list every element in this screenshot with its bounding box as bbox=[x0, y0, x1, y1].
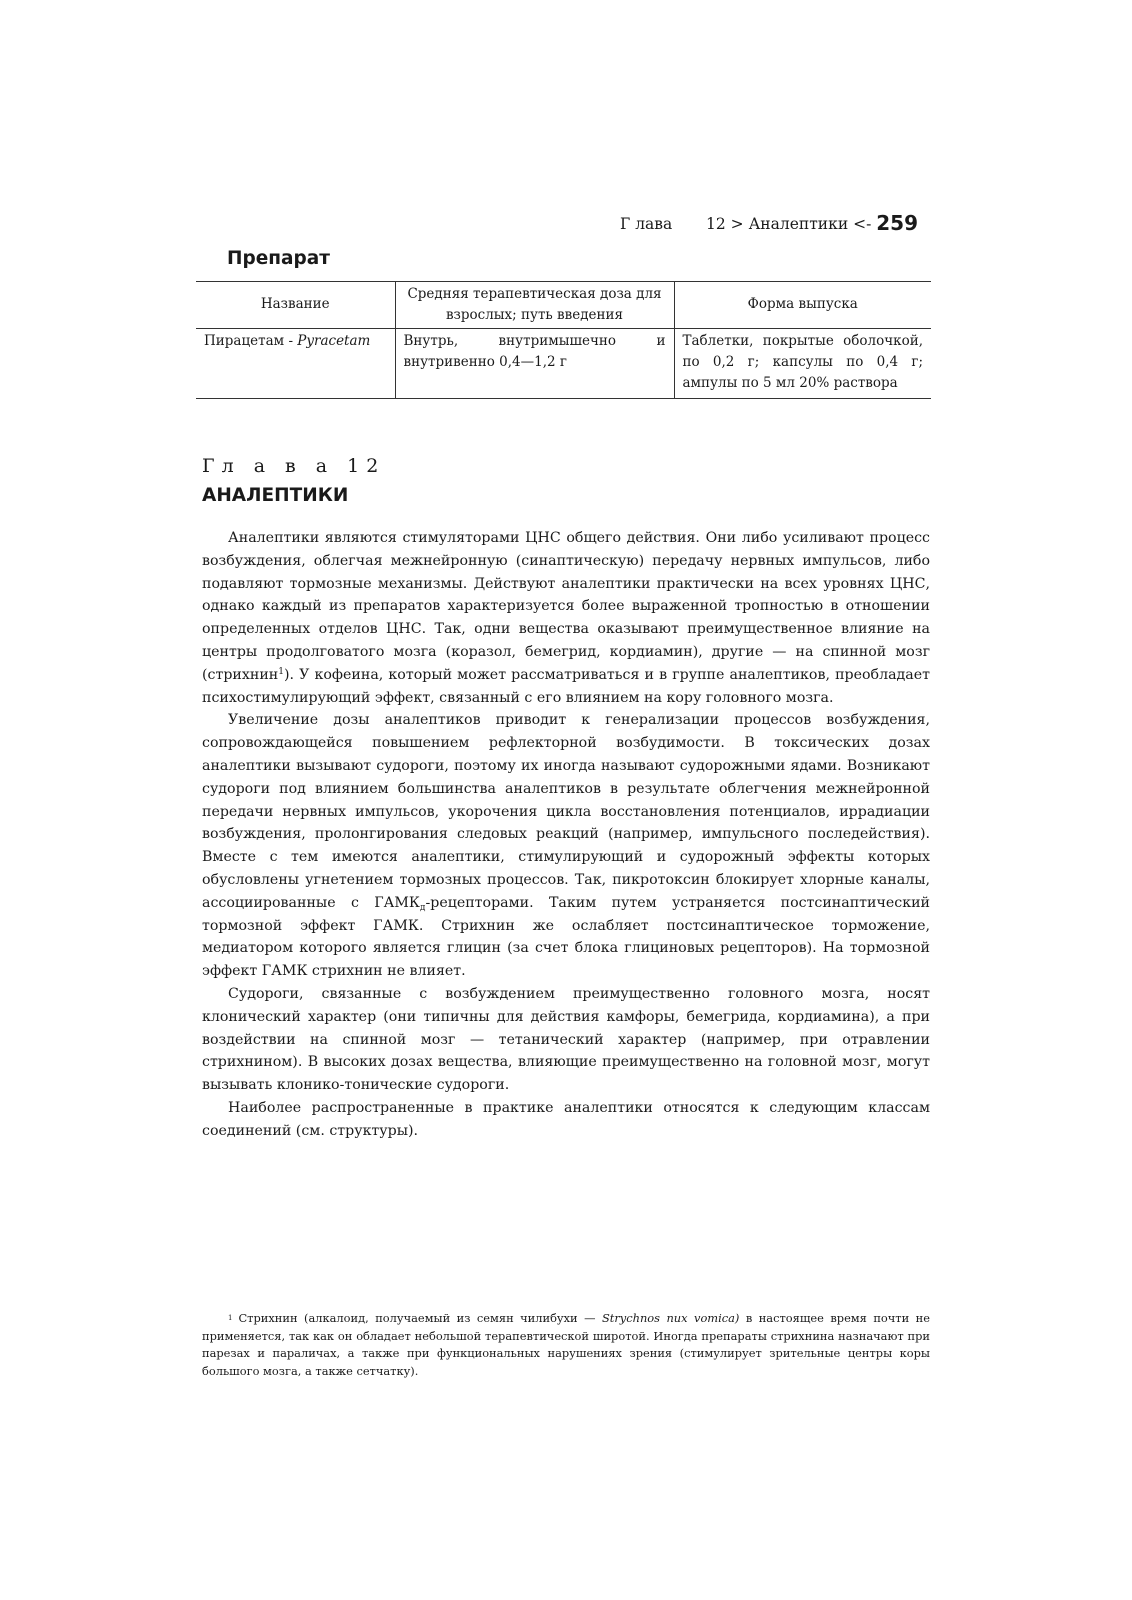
paragraph-1-text-b: ). У кофеина, который может рассматриваться и в группе аналептиков, преобладает психостимулирующий эффект, связанный с его влиянием на кору головного мозга. bbox=[202, 666, 930, 706]
paragraph-2-text-a: Увеличение дозы аналептиков приводит к генерализации процессов возбуждения, сопровождающейся повышением рефлекторной возбудимости. В токсических дозах аналептики вызывают судороги, поэтому их иногда называют судорожными ядами. Возникают судороги под влиянием большинства аналептиков в результате облегчения межнейронной передачи нервных импульсов, укорочения цикла восстановления потенциалов, иррадиации возбуждения, пролонгирования следовых реакций (например, импульсного последействия). Вместе с тем имеются аналептики, стимулирующий и судорожный эффекты которых обусловлены угнетением тормозных процессов. Так, пикротоксин блокирует хлорные каналы, ассоциированные с ГАМК bbox=[202, 712, 930, 911]
paragraph-2-text-b: -рецепторами. Таким путем устраняется постсинаптический тормозной эффект ГАМК. Стрихнин же ослабляет постсинаптическое торможение, медиатором которого является глицин (за счет блока глициновых рецепторов). На тормозной эффект ГАМК стрихнин не влияет. bbox=[202, 894, 930, 980]
paragraph-3: Судороги, связанные с возбуждением преимущественно головного мозга, носят клонический характер (они типичны для действия камфоры, бемегрида, кордиамина), а при воздействии на спинной мозг — тетанический характер (например, при отравлении стрихнином). В высоких дозах вещества, влияющие преимущественно на головной мозг, могут вызывать клонико-тонические судороги. bbox=[202, 985, 930, 1094]
subscript-mark: д bbox=[419, 902, 426, 913]
footnote-mark: 1 bbox=[228, 1314, 233, 1322]
paragraph-1 bbox=[202, 527, 930, 709]
footnote-text-a: Стрихнин (алкалоид, получаемый из семян чилибухи — bbox=[238, 1311, 602, 1325]
footnote-ref: 1 bbox=[278, 666, 284, 677]
running-head-chapter: Г лава bbox=[620, 215, 673, 233]
footnote-paragraph bbox=[202, 1310, 930, 1380]
header-form: Форма выпуска bbox=[674, 282, 931, 329]
table-caption: Препарат bbox=[227, 248, 330, 269]
footnote bbox=[202, 1310, 930, 1380]
running-head bbox=[620, 208, 918, 238]
drug-name-cell bbox=[196, 329, 395, 399]
paragraph-1-text-a: Аналептики являются стимуляторами ЦНС общего действия. Они либо усиливают процесс возбуждения, облегчая межнейронную (синаптическую) передачу нервных импульсов, либо подавляют тормозные механизмы. Действуют аналептики практически на всех уровнях ЦНС, однако каждый из препаратов характеризуется более выраженной тропностью в отношении определенных отделов ЦНС. Так, одни вещества оказывают преимущественное влияние на центры продолговатого мозга (коразол, бемегрид, кордиамин), другие — на спинной мозг (стрихнин bbox=[202, 530, 930, 683]
paragraph-2 bbox=[202, 709, 930, 983]
chapter-number: Гл а в а 12 bbox=[202, 455, 386, 477]
drug-name-lat: Pyracetam bbox=[297, 333, 371, 349]
header-dose: Средняя терапевтическая доза для взрослых; путь введения bbox=[395, 282, 674, 329]
drug-dose-cell: Внутрь, внутримышечно и внутривенно 0,4—1,2 г bbox=[395, 329, 674, 399]
running-head-title: 12 > Аналептики <- bbox=[706, 215, 872, 233]
chapter-title: АНАЛЕПТИКИ bbox=[202, 485, 349, 506]
footnote-latin: Strychnos nux vomica) bbox=[601, 1311, 740, 1325]
drug-table bbox=[196, 281, 931, 399]
header-name: Название bbox=[196, 282, 395, 329]
page-number: 259 bbox=[876, 211, 918, 235]
footnote-text-b: в настоящее время почти не применяется, так как он обладает небольшой терапевтической широтой. Иногда препараты стрихнина назначают при парезах и параличах, а также при функциональных нарушениях зрения (стимулирует зрительные центры коры большого мозга, а также сетчатку). bbox=[202, 1311, 930, 1378]
table-row bbox=[196, 329, 931, 399]
table-header-row bbox=[196, 282, 931, 329]
drug-form-cell: Таблетки, покрытые оболочкой, по 0,2 г; капсулы по 0,4 г; ампулы по 5 мл 20% раствора bbox=[674, 329, 931, 399]
paragraph-4: Наиболее распространенные в практике аналептики относятся к следующим классам соединений (см. структуры). bbox=[202, 1099, 930, 1139]
drug-name-ru: Пирацетам - bbox=[204, 333, 298, 349]
chapter-body bbox=[202, 527, 930, 1143]
